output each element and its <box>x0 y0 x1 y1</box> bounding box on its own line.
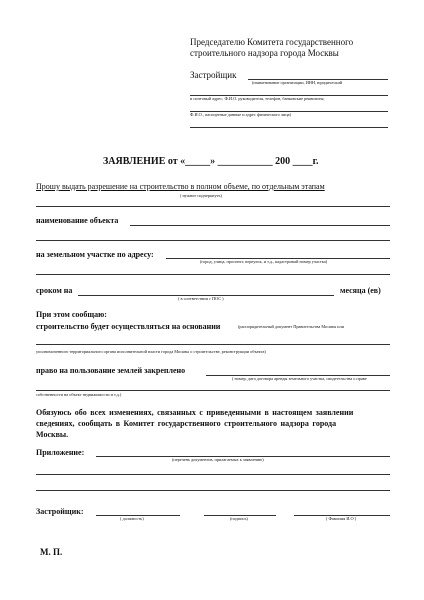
term-hint: ( в соответствии с ПОС ) <box>178 296 224 301</box>
request-hint: ( нужное подчеркнуть) <box>180 193 222 198</box>
object-label: наименование объекта <box>36 216 119 225</box>
developer-hint-3: Ф.И.О., паспортные данные и адрес физического лица) <box>190 112 291 117</box>
term-unit: месяца (ев) <box>340 286 381 295</box>
land-hint-2: собственности на объект недвижимости и т.д.) <box>36 392 122 397</box>
address-line-2[interactable] <box>36 274 390 275</box>
term-label: сроком на <box>36 286 73 295</box>
address-label: на земельном участке по адресу: <box>36 250 154 259</box>
signature-label: Застройщик: <box>36 507 84 516</box>
address-hint: (город, улица, проспект, переулок, и т.д., кадастровый номер участка) <box>200 259 328 264</box>
basis-label: строительство будет осуществляться на основании <box>36 322 221 331</box>
object-line-2[interactable] <box>36 240 390 241</box>
land-line-2[interactable] <box>36 390 390 391</box>
stamp-label: М. П. <box>40 547 63 557</box>
basis-hint-2: уполномоченного территориального органа исполнительной власти города Москвы о строительстве, реконструкции объекта) <box>36 349 266 354</box>
attachment-line-2[interactable] <box>36 474 390 475</box>
obligation-line-2: сведениях, сообщать в Комитет государственного строительного надзора города <box>36 419 337 428</box>
land-label: право на пользование землей закреплено <box>36 366 186 375</box>
attachment-hint: (перечень документов, прилагаемых к заявлению) <box>172 457 264 462</box>
request-text: Прошу выдать разрешение на строительство в полном объеме, по отдельным этапам <box>36 182 325 191</box>
attachment-line-3[interactable] <box>36 490 390 491</box>
inform-label: При этом сообщаю: <box>36 310 107 319</box>
developer-hint-1: (наименование организации, ИНН, юридический <box>252 80 343 85</box>
addressee-line-1: Председателю Комитета государственного <box>190 37 354 47</box>
attachment-label: Приложение: <box>36 448 85 457</box>
form-title: ЗАЯВЛЕНИЕ от «_____» ___________ 200 ____г. <box>103 156 319 167</box>
addressee-line-2: строительного надзора города Москвы <box>190 48 339 58</box>
object-field-line[interactable] <box>130 225 390 226</box>
basis-line[interactable] <box>36 344 390 345</box>
basis-hint-1: (распорядительный документ Правительства Москвы или <box>238 324 345 329</box>
developer-line-4 <box>190 127 388 128</box>
land-hint-1: ( номер, дата договора аренды земельного участка, свидетельства о праве <box>232 376 367 381</box>
position-hint: ( должность) <box>120 516 144 521</box>
developer-hint-2: и почтовый адрес, Ф.И.О. руководителя, телефон, банковские реквизиты; <box>190 96 325 101</box>
name-hint: ( Фамилия И.О ) <box>326 516 357 521</box>
obligation-line-3: Москвы. <box>36 430 69 439</box>
sign-hint: (подпись) <box>230 516 248 521</box>
request-line <box>36 206 390 207</box>
obligation-line-1: Обязуюсь обо всех изменениях, связанных с приведенными в настоящем заявлении <box>36 408 354 417</box>
developer-label: Застройщик <box>190 70 237 80</box>
